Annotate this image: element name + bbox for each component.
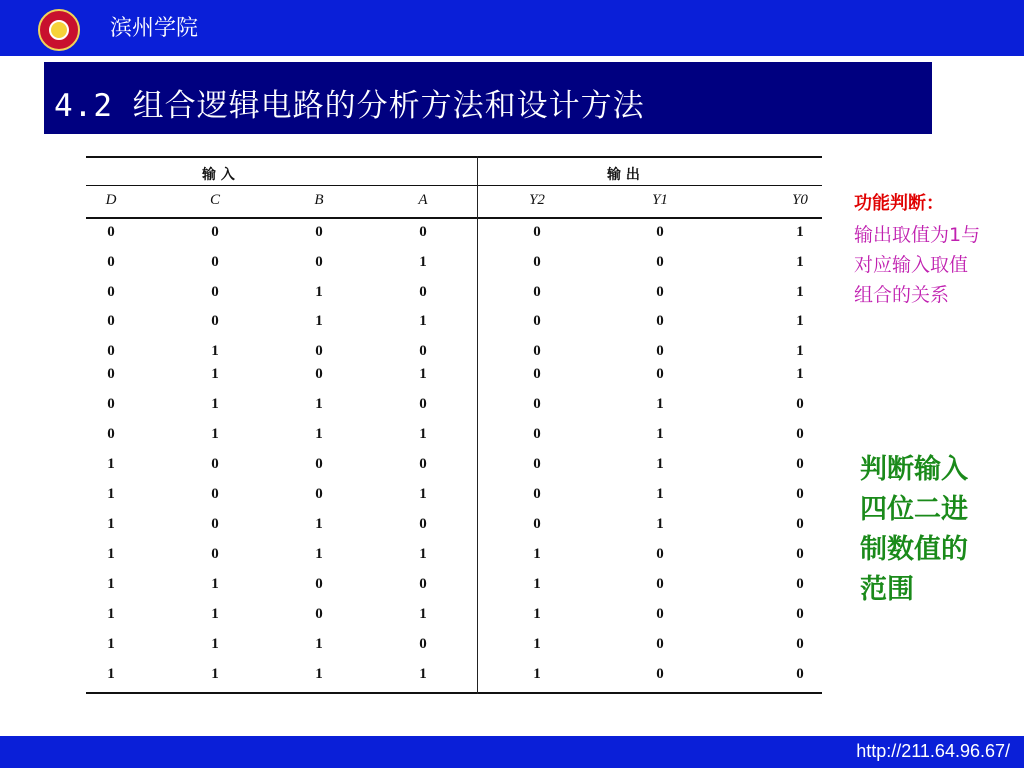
function-description: 输出取值为1与对应输入取值组合的关系: [854, 224, 981, 306]
table-cell: 0: [107, 426, 115, 442]
table-cell: 1: [107, 606, 115, 622]
table-cell: 0: [419, 576, 427, 592]
table-cell: 0: [656, 546, 664, 562]
table-cell: 0: [656, 284, 664, 300]
table-cell: 0: [107, 313, 115, 329]
table-cell: 0: [315, 576, 323, 592]
table-cell: 0: [533, 426, 541, 442]
table-cell: 1: [107, 516, 115, 532]
table-cell: 1: [796, 343, 804, 359]
table-cell: 1: [533, 576, 541, 592]
table-cell: 0: [656, 606, 664, 622]
table-cell: 1: [315, 516, 323, 532]
table-cell: 0: [315, 366, 323, 382]
table-cell: 0: [796, 426, 804, 442]
output-group-header: 输 出: [607, 167, 640, 183]
table-cell: 0: [656, 366, 664, 382]
table-cell: 1: [107, 636, 115, 652]
table-cell: 0: [656, 343, 664, 359]
table-cell: 0: [107, 366, 115, 382]
table-cell: 1: [656, 486, 664, 502]
table-cell: 0: [533, 366, 541, 382]
table-cell: 0: [796, 396, 804, 412]
table-cell: 1: [419, 426, 427, 442]
table-cell: 0: [107, 396, 115, 412]
table-cell: 1: [419, 666, 427, 682]
table-cell: 0: [796, 516, 804, 532]
range-note: 判断输入四位二进制数值的范围: [860, 454, 968, 605]
table-cell: 1: [656, 426, 664, 442]
school-name: 滨州学院: [110, 16, 199, 41]
table-cell: 0: [796, 486, 804, 502]
table-cell: 0: [315, 456, 323, 472]
table-cell: 0: [533, 343, 541, 359]
table-cell: 0: [315, 486, 323, 502]
table-cell: 1: [211, 606, 219, 622]
table-cell: 0: [107, 284, 115, 300]
truth-table: [82, 150, 824, 698]
table-cell: 1: [315, 636, 323, 652]
table-cell: 0: [315, 343, 323, 359]
table-cell: 1: [211, 343, 219, 359]
table-cell: 0: [533, 254, 541, 270]
table-cell: 0: [211, 313, 219, 329]
table-cell: 0: [419, 456, 427, 472]
table-cell: 1: [796, 366, 804, 382]
table-cell: 1: [211, 366, 219, 382]
table-cell: 0: [533, 516, 541, 532]
table-cell: 1: [211, 576, 219, 592]
table-cell: 1: [419, 313, 427, 329]
table-cell: 0: [211, 284, 219, 300]
table-cell: 1: [315, 426, 323, 442]
table-cell: 1: [419, 546, 427, 562]
table-cell: 0: [315, 606, 323, 622]
table-cell: 0: [419, 284, 427, 300]
table-cell: 0: [211, 546, 219, 562]
table-cell: 0: [533, 224, 541, 240]
table-cell: 0: [796, 636, 804, 652]
table-cell: 1: [211, 426, 219, 442]
table-cell: 0: [656, 224, 664, 240]
table-cell: 0: [211, 516, 219, 532]
table-cell: 1: [533, 636, 541, 652]
table-cell: 1: [419, 366, 427, 382]
table-cell: 0: [796, 576, 804, 592]
table-cell: 0: [419, 224, 427, 240]
table-cell: 0: [533, 456, 541, 472]
table-cell: 1: [419, 254, 427, 270]
table-cell: 1: [656, 396, 664, 412]
table-cell: 1: [211, 396, 219, 412]
table-cell: 1: [107, 486, 115, 502]
table-cell: 0: [419, 516, 427, 532]
table-cell: 1: [315, 546, 323, 562]
table-cell: 1: [533, 666, 541, 682]
table-cell: 0: [211, 486, 219, 502]
table-cell: 0: [211, 456, 219, 472]
table-cell: 1: [211, 636, 219, 652]
table-cell: 0: [419, 396, 427, 412]
table-cell: 0: [533, 313, 541, 329]
table-cell: 0: [315, 224, 323, 240]
column-header: C: [209, 192, 220, 208]
table-cell: 0: [796, 456, 804, 472]
table-cell: 0: [533, 284, 541, 300]
input-output-divider: [477, 156, 478, 694]
table-cell: 0: [211, 254, 219, 270]
table-cell: 1: [796, 224, 804, 240]
table-cell: 1: [656, 516, 664, 532]
table-cell: 1: [419, 486, 427, 502]
school-logo-icon: [38, 9, 80, 51]
table-cell: 1: [419, 606, 427, 622]
table-cell: 1: [107, 576, 115, 592]
table-rule: [86, 185, 822, 186]
table-cell: 0: [796, 606, 804, 622]
table-cell: 0: [796, 666, 804, 682]
column-header: D: [105, 192, 117, 208]
input-group-header: 输 入: [202, 167, 235, 183]
table-cell: 1: [107, 666, 115, 682]
table-cell: 1: [656, 456, 664, 472]
table-cell: 0: [533, 486, 541, 502]
function-label: 功能判断：: [854, 193, 944, 214]
table-cell: 1: [796, 284, 804, 300]
table-cell: 0: [533, 396, 541, 412]
slide-title-box: [44, 62, 932, 134]
table-cell: 1: [211, 666, 219, 682]
table-cell: 1: [533, 606, 541, 622]
table-cell: 0: [419, 343, 427, 359]
table-cell: 0: [419, 636, 427, 652]
table-cell: 0: [211, 224, 219, 240]
table-cell: 1: [315, 284, 323, 300]
table-cell: 0: [107, 224, 115, 240]
table-cell: 1: [796, 313, 804, 329]
logo-emblem-core: [49, 20, 69, 40]
table-cell: 1: [315, 666, 323, 682]
table-cell: 0: [656, 636, 664, 652]
column-header: A: [418, 192, 428, 208]
table-cell: 1: [315, 396, 323, 412]
table-cell: 1: [107, 546, 115, 562]
table-cell: 1: [533, 546, 541, 562]
slide-title: 4.2 组合逻辑电路的分析方法和设计方法: [54, 88, 645, 124]
bottom-banner: [0, 736, 1024, 768]
column-header: Y1: [652, 192, 668, 208]
table-cell: 0: [107, 343, 115, 359]
table-cell: 0: [656, 313, 664, 329]
table-cell: 0: [656, 254, 664, 270]
table-cell: 0: [315, 254, 323, 270]
table-cell: 0: [656, 666, 664, 682]
table-cell: 0: [656, 576, 664, 592]
table-rule: [86, 217, 822, 219]
table-rule: [86, 156, 822, 158]
column-header: Y2: [529, 192, 545, 208]
table-cell: 1: [315, 313, 323, 329]
table-cell: 1: [107, 456, 115, 472]
table-cell: 0: [107, 254, 115, 270]
footer-url: http://211.64.96.67/: [856, 741, 1010, 761]
column-header: Y0: [792, 192, 808, 208]
table-cell: 0: [796, 546, 804, 562]
top-banner: [0, 0, 1024, 56]
column-header: B: [314, 192, 324, 208]
table-rule: [86, 692, 822, 694]
table-cell: 1: [796, 254, 804, 270]
